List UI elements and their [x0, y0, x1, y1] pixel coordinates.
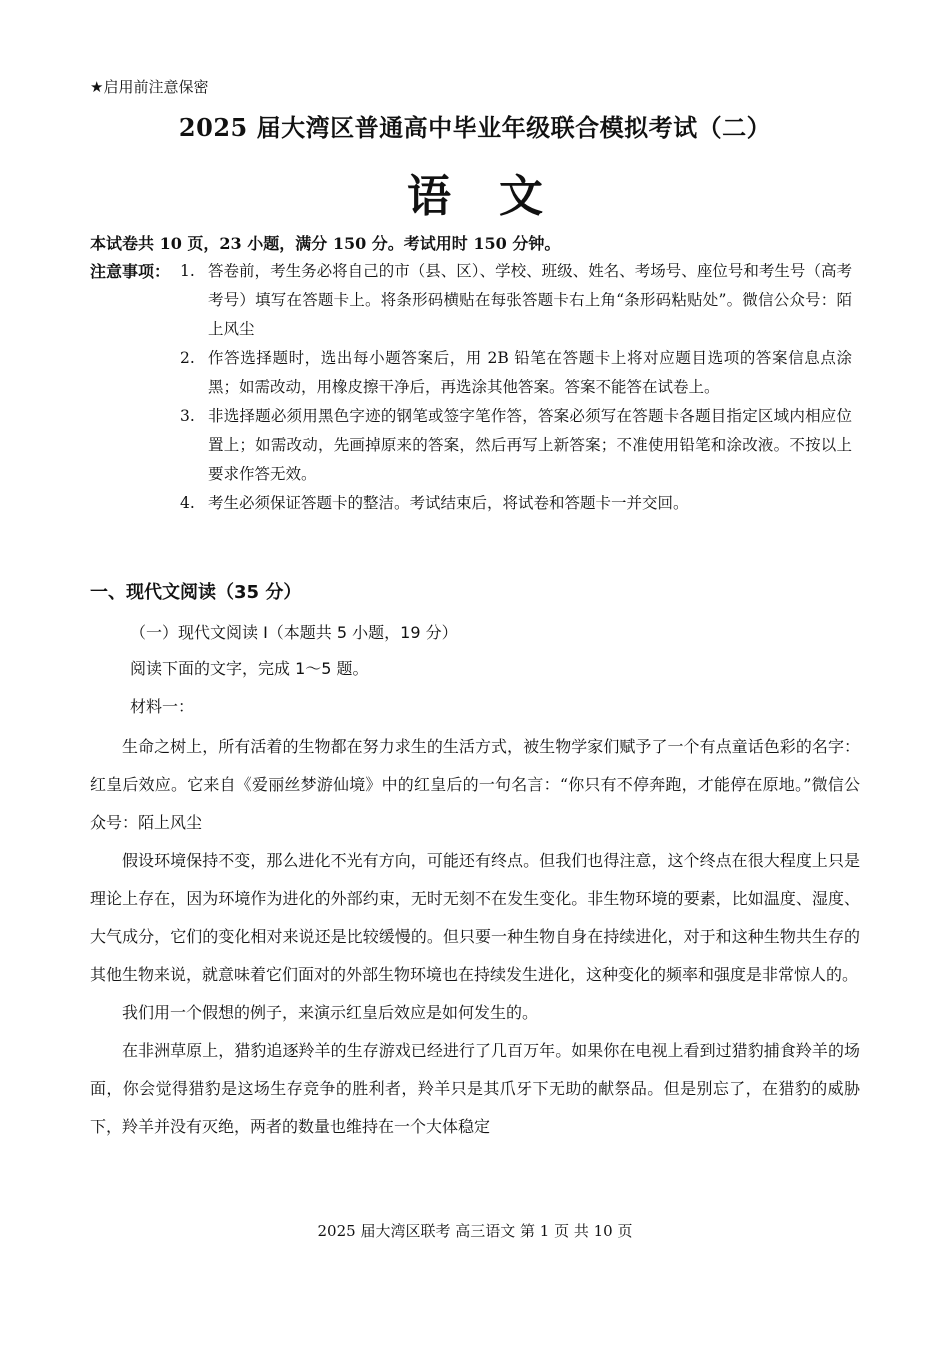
reading-instruction: 阅读下面的文字，完成 1～5 题。 — [130, 659, 369, 678]
notice-number: 1. — [180, 262, 195, 280]
notice-number: 4. — [180, 494, 195, 512]
section-heading: 一、现代文阅读（35 分） — [90, 582, 302, 603]
notice-number: 2. — [180, 349, 195, 367]
notice-text: 非选择题必须用黑色字迹的钢笔或签字笔作答，答案必须写在答题卡各题目指定区域内相应位置上；如需改动，先画掉原来的答案，然后再写上新答案；不准使用铅笔和涂改液。不按以上要求作答无效。 — [208, 407, 852, 483]
confidential-notice: ★启用前注意保密 — [90, 78, 209, 96]
passage-paragraph: 假设环境保持不变，那么进化不光有方向，可能还有终点。但我们也得注意，这个终点在很大程度上只是理论上存在，因为环境作为进化的外部约束，无时无刻不在发生变化。非生物环境的要素，比如温度、湿度、大气成分，它们的变化相对来说还是比较缓慢的。但只要一种生物自身在持续进化，对于和这种生物共生存的其他生物来说，就意味着它们面对的外部生物环境也在持续发生进化，这种变化的频率和强度是非常惊人的。 — [90, 851, 860, 984]
notice-item — [180, 257, 852, 344]
material-label: 材料一： — [130, 697, 195, 716]
subsection-heading: （一）现代文阅读 I（本题共 5 小题，19 分） — [130, 623, 458, 642]
passage-paragraph: 生命之树上，所有活着的生物都在努力求生的生活方式，被生物学家们赋予了一个有点童话色彩的名字：红皇后效应。它来自《爱丽丝梦游仙境》中的红皇后的一句名言：“你只有不停奔跑，才能停在原地。”微信公众号：陌上风尘 — [90, 737, 860, 832]
page-footer: 2025 届大湾区联考 高三语文 第 1 页 共 10 页 — [317, 1222, 633, 1240]
notice-number: 3. — [180, 407, 195, 425]
exam-summary: 本试卷共 10 页，23 小题，满分 150 分。考试用时 150 分钟。 — [90, 234, 561, 253]
subject-title: 语文 — [407, 171, 591, 222]
notice-list — [180, 257, 852, 518]
reading-passage — [90, 728, 860, 1146]
notice-text: 作答选择题时，选出每小题答案后，用 2B 铅笔在答题卡上将对应题目选项的答案信息点涂黑；如需改动，用橡皮擦干净后，再选涂其他答案。答案不能答在试卷上。 — [208, 349, 852, 396]
notice-label: 注意事项： — [90, 262, 171, 281]
passage-paragraph: 在非洲草原上，猎豹追逐羚羊的生存游戏已经进行了几百万年。如果你在电视上看到过猎豹捕食羚羊的场面，你会觉得猎豹是这场生存竞争的胜利者，羚羊只是其爪牙下无助的献祭品。但是别忘了，在猎豹的威胁下，羚羊并没有灭绝，两者的数量也维持在一个大体稳定 — [90, 1041, 860, 1136]
notice-item — [180, 402, 852, 489]
notice-item — [180, 489, 852, 518]
passage-paragraph: 我们用一个假想的例子，来演示红皇后效应是如何发生的。 — [122, 1003, 539, 1022]
notice-text: 答卷前，考生务必将自己的市（县、区）、学校、班级、姓名、考场号、座位号和考生号（高考考号）填写在答题卡上。将条形码横贴在每张答题卡右上角“条形码粘贴处”。微信公众号：陌上风尘 — [208, 262, 852, 338]
notice-text: 考生必须保证答题卡的整洁。考试结束后，将试卷和答题卡一并交回。 — [208, 494, 689, 512]
notice-item — [180, 344, 852, 402]
exam-title: 2025 届大湾区普通高中毕业年级联合模拟考试（二） — [178, 113, 772, 142]
